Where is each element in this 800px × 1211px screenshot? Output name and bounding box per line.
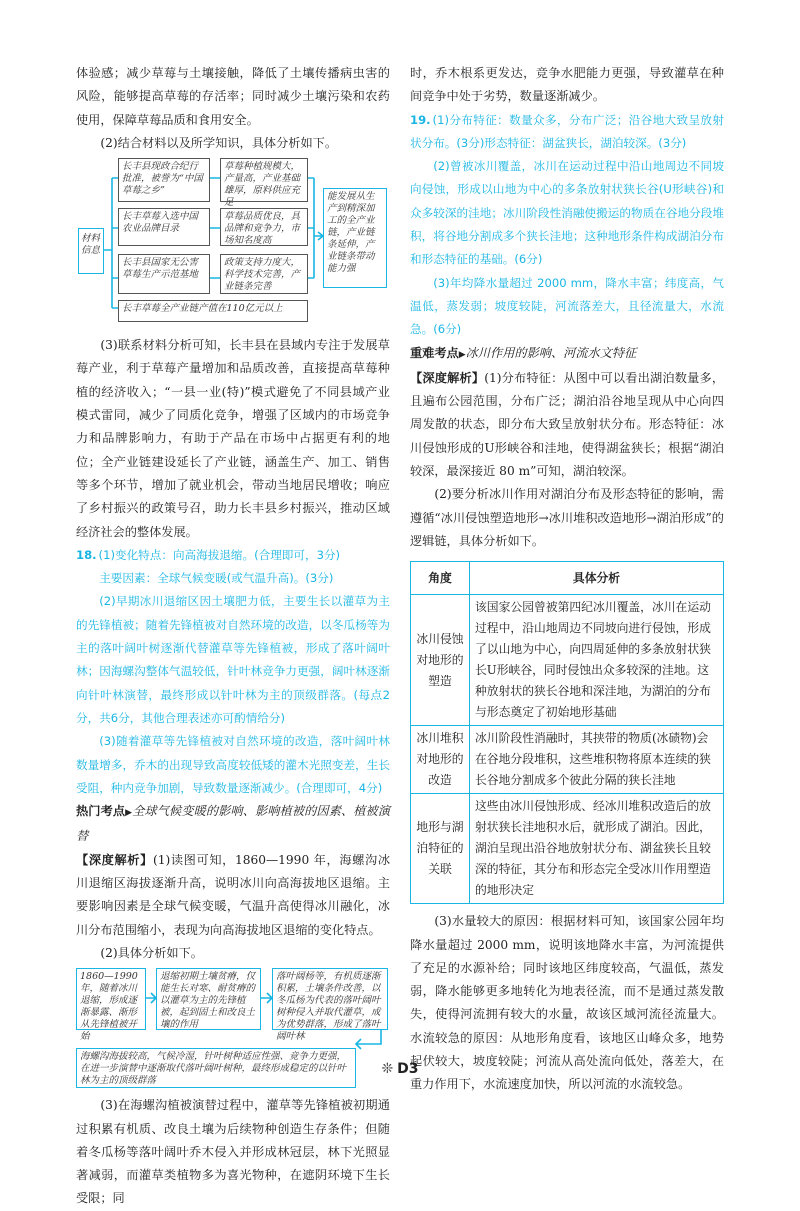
right-column xyxy=(410,62,724,1097)
diagram1-root: 材料信息 xyxy=(78,228,104,274)
q18-answer-3: (2)早期冰川退缩区因土壤肥力低，主要生长以灌草为主的先锋植被；随着先锋植被对自然环境的改造，以冬瓜杨等为主的落叶阔叶树逐渐代替灌草等先锋植被，形成了落叶阔叶林；因海螺沟整体气温较低，针叶林竞争力更强，阔叶林逐渐向针叶林演替，最终形成以针叶林为主的顶级群落。(每点2分，共6分，其他合理表述亦可酌情给分) xyxy=(76,594,390,725)
q19-answer-1: 19. (1)分布特征：数量众多，分布广泛；沿谷地大致呈放射状分布。(3分)形态特征：湖盆狭长，湖泊较深。(3分) xyxy=(410,112,724,150)
q18-deep-analysis-2: (2)具体分析如下。 xyxy=(100,945,203,960)
table-cell-analysis: 这些由冰川侵蚀形成、经冰川堆积改造后的放射状狭长洼地积水后，就形成了湖泊。因此，湖泊呈现出沿谷地放射状分布、湖盆狭长且较深的特征，其分布和形态完全受冰川作用塑造的地形决定 xyxy=(470,794,724,904)
table-header-analysis: 具体分析 xyxy=(470,562,724,595)
q19-number: 19. xyxy=(410,112,431,127)
page-number: D3 xyxy=(397,1061,419,1077)
q19-answer-2: (2)曾被冰川覆盖，冰川在运动过程中沿山地周边不同坡向侵蚀，形成以山地为中心的多条放射状狭长谷(U形峡谷)和众多较深的洼地；冰川阶段性消融使搬运的物质在谷地分段堆积，将谷地分割成多个狭长洼地；这种地形条件构成湖泊分布和形态特征的基础。(6分) xyxy=(410,159,724,267)
ornament-icon: ❊ xyxy=(381,1061,394,1077)
q17-answer-tail: 体验感；减少草莓与土壤接触，降低了土壤传播病虫害的风险，能够提高草莓的存活率；同时减少土壤污染和农药使用，保障草莓品质和食用安全。 xyxy=(76,66,390,127)
diagram1-box-6: 政策支持力度大，科学技术完善，产业链条完善 xyxy=(220,254,308,294)
diagram2-box-1: 1860—1990年，随着冰川退缩，形成逐渐暴露、渐形从先锋植被开始 xyxy=(76,968,146,1030)
diagram1-result: 能发展从生产到精深加工的全产业链，产业链条延伸，产业链条带动能力强 xyxy=(323,188,387,288)
q18-deep-analysis-1: 【深度解析】(1)读图可知，1860—1990 年，海螺沟冰川退缩区海拔逐渐升高，说明冰川向高海拔地区退缩。主要影响因素是全球气候变暖，气温升高使得冰川融化，冰川分布范围缩小，表现为向高海拔地区退缩的变化特点。 xyxy=(76,852,391,937)
table-cell-analysis: 冰川阶段性消融时，其挟带的物质(冰碛物)会在谷地分段堆积，这些堆积物将原本连续的狭长谷地分割成多个彼此分隔的狭长洼地 xyxy=(470,726,724,794)
glacier-analysis-table xyxy=(410,561,724,904)
q17-part3: (3)联系材料分析可知，长丰县在县域内专注于发展草莓产业，利于草莓产量增加和品质改善，直接提高草莓种植的经济收入；“一县一业(特)”模式避免了不同县域产业模式雷同，减少了同质化竞争，增强了区域内的市场竞争力和品牌影响力，有助于产品在市场中占据更有利的地位；全产业链建设延长了产业链，涵盖生产、加工、销售等多个环节，增加了就业机会，带动当地居民增收；响应了乡村振兴的政策号召，助力长丰县乡村振兴，推动区域经济社会的整体发展。 xyxy=(76,338,390,539)
table-cell-angle: 冰川侵蚀对地形的塑造 xyxy=(411,595,470,726)
page-footer xyxy=(0,1058,800,1081)
q19-deep-analysis-3: (3)水量较大的原因：根据材料可知，该国家公园年均降水量超过 2000 mm，说明该地降水丰富，为河流提供了充足的水源补给；同时该地区纬度较高，气温低，蒸发弱，降水能够更多地转化为地表径流，而不是通过蒸发散失，使得河流拥有较大的水量，故该区域河流径流量大。水流较急的原因：从地形角度看，该地区山峰众多，地势起伏较大，坡度较陡；河流从高处流向低处，落差大，在重力作用下，水流速度加快，所以河流的水流较急。 xyxy=(410,914,724,1092)
diagram1-box-4: 草莓品质优良，具品牌和竞争力，市场知名度高 xyxy=(220,208,308,246)
q18-answer-2: 主要因素：全球气候变暖(或气温升高)。(3分) xyxy=(99,571,334,586)
table-cell-angle: 地形与湖泊特征的关联 xyxy=(411,794,470,904)
diagram2-box-3: 落叶阔杨等，有机质逐渐积累，土壤条件改善，以冬瓜杨为代表的落叶阔叶树种侵入并取代灌草，成为优势群落，形成了落叶阔叶林 xyxy=(272,968,388,1030)
q18-answer-continued: 时，乔木根系更发达，竞争水肥能力更强，导致灌草在种间竞争中处于劣势，数量逐渐减少。 xyxy=(410,66,724,104)
table-row xyxy=(411,726,724,794)
q17-part2-intro: (2)结合材料以及所学知识，具体分析如下。 xyxy=(100,135,338,150)
q18-hot-topic: 热门考点▶全球气候变暖的影响、影响植被的因素、植被演替 xyxy=(76,804,391,844)
table-cell-analysis: 该国家公园曾被第四纪冰川覆盖，冰川在运动过程中，沿山地周边不同坡向进行侵蚀，形成了以山地为中心，向四周延伸的多条放射状狭长U形峡谷，同时侵蚀出众多较深的洼地。这种放射状的狭长谷地和深洼地，为湖泊的分布与形态奠定了初始地形基础 xyxy=(470,595,724,726)
q19-deep-analysis-1: 【深度解析】(1)分布特征：从图中可以看出湖泊数量多，且遍布公园范围，分布广泛；湖泊沿谷地呈现从中心向四周发散的状态，即分布大致呈放射状分布。形态特征：冰川侵蚀形成的U形峡谷和洼地，使得湖盆狭长；根据“湖泊较深，最深接近 80 m”可知，湖泊较深。 xyxy=(410,370,725,479)
diagram1-box-1: 长丰县现政合纪行批准，被誉为“中国草莓之乡” xyxy=(118,158,210,202)
left-column xyxy=(76,62,390,1211)
diagram1-box-7: 长丰草莓全产业链产值在110亿元以上 xyxy=(118,300,308,322)
q18-deep-analysis-3: (3)在海螺沟植被演替过程中，灌草等先锋植被初期通过积累有机质、改良土壤为后续物种创造生存条件；但随着冬瓜杨等落叶阔叶乔木侵入并形成林冠层，林下光照显著减弱，而灌草类植物多为喜光物种，在遮阴环境下生长受限；同 xyxy=(76,1098,390,1206)
q18-answer-1: 18. (1)变化特点：向高海拔退缩。(合理即可，3分) xyxy=(76,547,341,562)
diagram1-box-2: 草莓种植规模大，产量高，产业基础雄厚，原料供应充足 xyxy=(220,158,308,202)
diagram2-box-2: 退缩初期土壤贫瘠，仅能生长对寒、耐贫瘠的以灌草为主的先锋植被，起到固土和改良土壤的作用 xyxy=(156,968,261,1030)
q18-number: 18. xyxy=(76,547,97,562)
material-info-diagram xyxy=(76,158,390,330)
table-header-row xyxy=(411,562,724,595)
table-cell-angle: 冰川堆积对地形的改造 xyxy=(411,726,470,794)
diagram1-box-5: 长丰县国家无公害草莓生产示范基地 xyxy=(118,254,210,294)
q18-answer-4: (3)随着灌草等先锋植被对自然环境的改造，落叶阔叶林数量增多，乔木的出现导致高度较低矮的灌木光照变差，生长受阻，种内竞争加剧，导致数量逐渐减少。(合理即可，4分) xyxy=(76,734,390,795)
table-header-angle: 角度 xyxy=(411,562,470,595)
diagram2-box-4: 海螺沟海拔较高，气候冷湿，针叶树种适应性强、竞争力更强，在进一步演替中逐渐取代落叶阔叶树种，最终形成稳定的以针叶林为主的顶级群落 xyxy=(76,1048,356,1088)
q19-answer-3: (3)年均降水量超过 2000 mm，降水丰富；纬度高，气温低，蒸发弱；坡度较陡，河流落差大，且径流量大，水流急。(6分) xyxy=(410,275,724,337)
table-row xyxy=(411,794,724,904)
table-row xyxy=(411,595,724,726)
q19-key-topic: 重难考点▶冰川作用的影响、河流水文特征 xyxy=(410,345,637,360)
q19-deep-analysis-2: (2)要分析冰川作用对湖泊分布及形态特征的影响，需遵循“冰川侵蚀塑造地形→冰川堆积改造地形→湖泊形成”的逻辑链，具体分析如下。 xyxy=(410,487,724,548)
diagram1-box-3: 长丰草莓入选中国农业品牌目录 xyxy=(118,208,210,246)
